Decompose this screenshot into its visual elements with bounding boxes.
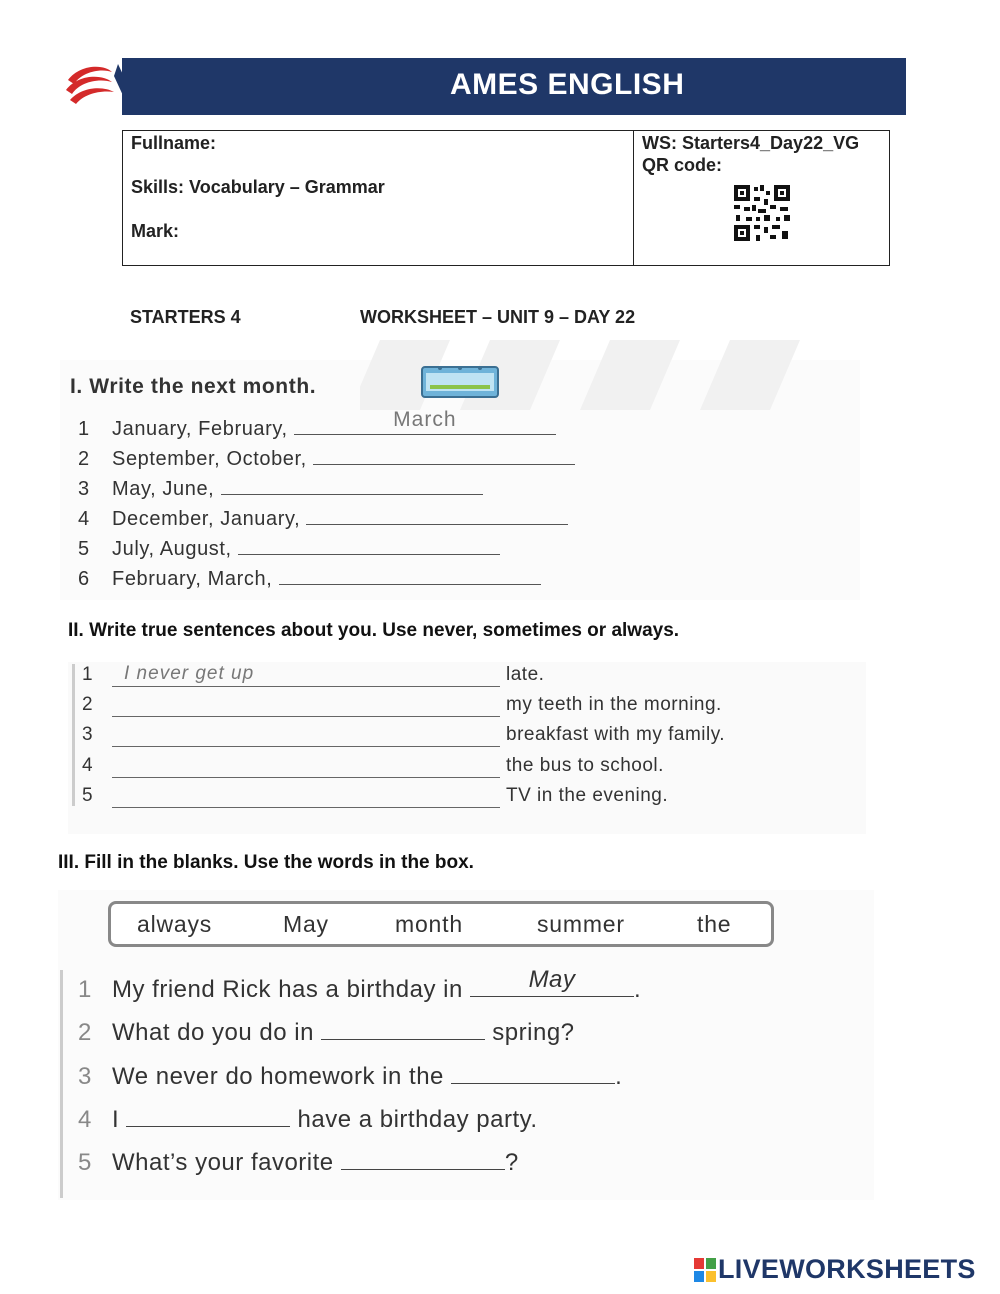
section-2-heading: II. Write true sentences about you. Use never, sometimes or always.	[68, 620, 680, 641]
level-title: STARTERS 4	[130, 307, 241, 327]
list-item: 2 my teeth in the morning.	[82, 694, 722, 715]
word-chip: the	[697, 911, 732, 937]
footer-brand	[694, 1256, 994, 1286]
word-box	[108, 901, 774, 947]
section-3-heading: III. Fill in the blanks. Use the words in the box.	[58, 852, 474, 873]
answer-input[interactable]	[112, 785, 500, 808]
answer-input[interactable]	[112, 724, 500, 747]
skills-label: Skills: Vocabulary – Grammar	[131, 177, 385, 197]
worksheet-title: WORKSHEET – UNIT 9 – DAY 22	[360, 307, 636, 327]
answer-input[interactable]	[112, 694, 500, 717]
fullname-label: Fullname:	[131, 133, 217, 153]
info-right-cell	[634, 131, 889, 265]
calendar-icon	[420, 365, 500, 401]
divider	[60, 970, 63, 1198]
answer-input[interactable]: I never get up	[112, 664, 500, 687]
answer-input[interactable]	[321, 1015, 485, 1040]
list-item: 4 December, January,	[78, 504, 568, 534]
word-chip: always	[137, 911, 213, 937]
answer-input[interactable]	[126, 1102, 290, 1127]
list-item: 5 TV in the evening.	[82, 785, 669, 806]
word-chip: summer	[537, 911, 625, 937]
list-item: 2 September, October,	[78, 444, 575, 474]
list-item: 4 the bus to school.	[82, 755, 664, 776]
info-left-cell	[123, 131, 634, 265]
mark-label: Mark:	[131, 221, 180, 241]
answer-input[interactable]	[313, 444, 575, 465]
qr-code-icon[interactable]	[732, 183, 792, 243]
list-item: 6 February, March,	[78, 564, 541, 594]
word-chip: May	[283, 911, 329, 937]
answer-input[interactable]	[341, 1145, 505, 1170]
divider	[72, 664, 75, 806]
answer-input[interactable]: May	[470, 972, 634, 997]
word-chip: month	[395, 911, 463, 937]
answer-input[interactable]	[112, 755, 500, 778]
list-item: 5 What’s your favorite ?	[78, 1145, 519, 1179]
list-item: 3 May, June,	[78, 474, 483, 504]
student-info-table	[122, 130, 890, 266]
list-item: 3 breakfast with my family.	[82, 724, 726, 745]
list-item: 3 We never do homework in the .	[78, 1059, 622, 1093]
answer-input[interactable]: March	[294, 414, 556, 435]
list-item: 1 January, February, March	[78, 414, 556, 444]
footer-brand-text: LIVEWORKSHEETS	[718, 1254, 976, 1284]
list-item: 2 What do you do in spring?	[78, 1015, 575, 1049]
list-item: 5 July, August,	[78, 534, 500, 564]
liveworksheets-logo-icon	[694, 1258, 716, 1282]
worksheet-code: WS: Starters4_Day22_VG	[642, 133, 860, 153]
qr-label: QR code:	[642, 155, 723, 175]
list-item: 1 My friend Rick has a birthday in May .	[78, 966, 642, 1003]
header-banner	[60, 58, 906, 115]
list-item: 4 I have a birthday party.	[78, 1102, 538, 1136]
list-item: 1 I never get up late.	[82, 663, 545, 685]
answer-input[interactable]	[221, 474, 483, 495]
answer-input[interactable]	[238, 534, 500, 555]
answer-input[interactable]	[451, 1059, 615, 1084]
section-1-heading: I. Write the next month.	[70, 375, 317, 398]
answer-input[interactable]	[279, 564, 541, 585]
brand-title: AMES ENGLISH	[450, 68, 685, 101]
answer-input[interactable]	[306, 504, 568, 525]
